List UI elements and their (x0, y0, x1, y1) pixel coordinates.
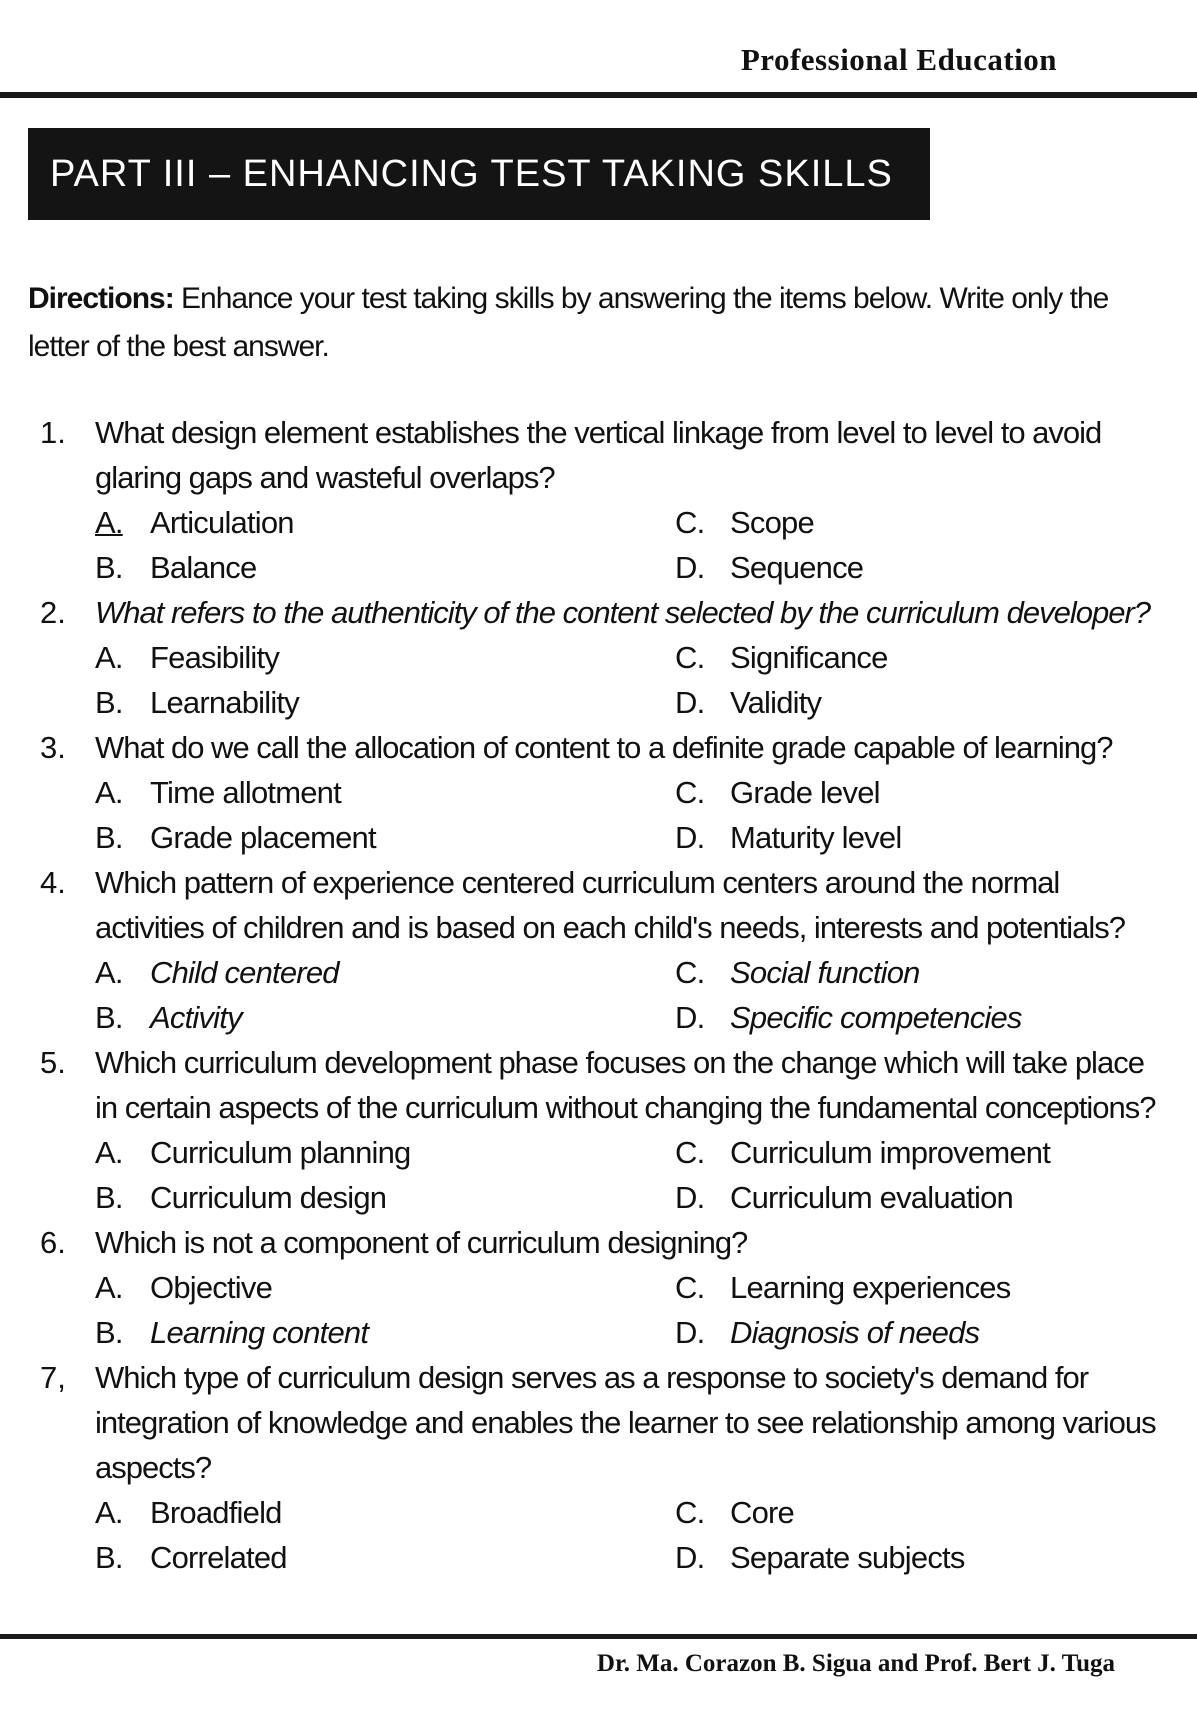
question-number: 1. (40, 415, 66, 450)
option-letter: D. (675, 820, 705, 855)
question-number: 6. (40, 1225, 66, 1260)
option-c[interactable] (675, 1130, 1160, 1175)
question-number: 2. (40, 595, 66, 630)
question-text: What refers to the authenticity of the content selected by the curriculum developer? (95, 595, 1151, 630)
footer-authors: Dr. Ma. Corazon B. Sigua and Prof. Bert J. Tuga (596, 1650, 1115, 1677)
option-b[interactable] (95, 680, 675, 725)
option-d[interactable] (675, 995, 1160, 1040)
option-a[interactable] (95, 1490, 675, 1535)
option-grid (95, 635, 1160, 725)
option-letter: A. (95, 1135, 123, 1170)
option-text: Diagnosis of needs (730, 1315, 980, 1350)
option-letter: A. (95, 775, 123, 810)
option-text: Significance (730, 640, 888, 675)
option-b[interactable] (95, 1175, 675, 1220)
option-c[interactable] (675, 950, 1160, 995)
option-letter: B. (95, 820, 123, 855)
option-letter: A. (95, 1495, 123, 1530)
footer-rule (0, 1634, 1197, 1639)
option-text: Correlated (150, 1540, 287, 1575)
question-4 (20, 860, 1160, 1040)
option-letter: C. (675, 1270, 705, 1305)
question-text: What do we call the allocation of content to a definite grade capable of learning? (95, 730, 1113, 765)
option-letter: C. (675, 955, 705, 990)
option-letter: B. (95, 1540, 123, 1575)
option-grid (95, 950, 1160, 1040)
question-text: Which curriculum development phase focuses on the change which will take place in certain aspects of the curriculum without changing the fundamental conceptions? (95, 1045, 1156, 1125)
option-text: Learning experiences (730, 1270, 1011, 1305)
option-text: Specific competencies (730, 1000, 1022, 1035)
option-text: Time allotment (150, 775, 341, 810)
option-letter: D. (675, 685, 705, 720)
question-text: What design element establishes the vertical linkage from level to level to avoid glaring gaps and wasteful overlaps? (95, 415, 1102, 495)
option-text: Validity (730, 685, 822, 720)
question-list (20, 410, 1160, 1580)
question-6 (20, 1220, 1160, 1355)
directions (28, 275, 1158, 371)
option-grid (95, 500, 1160, 590)
question-number: 7, (40, 1360, 66, 1395)
option-d[interactable] (675, 545, 1160, 590)
option-letter: D. (675, 550, 705, 585)
part-title: PART III – ENHANCING TEST TAKING SKILLS (50, 152, 893, 195)
option-d[interactable] (675, 815, 1160, 860)
question-text: Which pattern of experience centered curriculum centers around the normal activities of children and is based on each child's needs, interests and potentials? (95, 865, 1125, 945)
option-letter: D. (675, 1540, 705, 1575)
option-text: Feasibility (150, 640, 280, 675)
option-text: Child centered (150, 955, 339, 990)
question-number: 3. (40, 730, 66, 765)
option-text: Grade placement (150, 820, 376, 855)
option-text: Balance (150, 550, 257, 585)
option-text: Scope (730, 505, 814, 540)
option-letter: B. (95, 685, 123, 720)
option-letter: B. (95, 1180, 123, 1215)
question-text: Which type of curriculum design serves as a response to society's demand for integration of knowledge and enables the learner to see relationship among various aspects? (95, 1360, 1156, 1485)
option-grid (95, 1130, 1160, 1220)
question-1 (20, 410, 1160, 590)
option-c[interactable] (675, 635, 1160, 680)
option-a[interactable] (95, 500, 675, 545)
option-letter: C. (675, 1495, 705, 1530)
option-b[interactable] (95, 815, 675, 860)
option-text: Maturity level (730, 820, 902, 855)
option-b[interactable] (95, 1535, 675, 1580)
option-letter: B. (95, 550, 123, 585)
question-5 (20, 1040, 1160, 1220)
option-text: Objective (150, 1270, 273, 1305)
option-text: Grade level (730, 775, 880, 810)
option-text: Sequence (730, 550, 864, 585)
option-letter: C. (675, 640, 705, 675)
option-text: Activity (150, 1000, 242, 1035)
header-rule (0, 92, 1197, 98)
option-c[interactable] (675, 1265, 1160, 1310)
option-text: Learnability (150, 685, 299, 720)
option-a[interactable] (95, 770, 675, 815)
option-text: Learning content (150, 1315, 369, 1350)
option-text: Curriculum planning (150, 1135, 411, 1170)
option-letter: D. (675, 1315, 705, 1350)
option-b[interactable] (95, 995, 675, 1040)
option-letter: C. (675, 505, 705, 540)
option-letter: A. (95, 955, 123, 990)
option-a[interactable] (95, 1130, 675, 1175)
option-d[interactable] (675, 1310, 1160, 1355)
option-letter: D. (675, 1000, 705, 1035)
option-c[interactable] (675, 1490, 1160, 1535)
option-b[interactable] (95, 1310, 675, 1355)
question-2 (20, 590, 1160, 725)
question-text: Which is not a component of curriculum designing? (95, 1225, 748, 1260)
option-a[interactable] (95, 635, 675, 680)
option-grid (95, 1490, 1160, 1580)
option-text: Articulation (150, 505, 294, 540)
option-letter: A. (95, 1270, 123, 1305)
option-letter: A. (95, 640, 123, 675)
option-text: Separate subjects (730, 1540, 965, 1575)
option-text: Social function (730, 955, 920, 990)
question-3 (20, 725, 1160, 860)
option-letter: A. (95, 505, 123, 540)
option-text: Broadfield (150, 1495, 282, 1530)
option-a[interactable] (95, 950, 675, 995)
option-text: Core (730, 1495, 794, 1530)
directions-text: Enhance your test taking skills by answering the items below. Write only the letter of the best answer. (28, 282, 1109, 363)
option-grid (95, 1265, 1160, 1355)
option-text: Curriculum improvement (730, 1135, 1051, 1170)
question-number: 5. (40, 1045, 66, 1080)
option-c[interactable] (675, 500, 1160, 545)
option-letter: C. (675, 1135, 705, 1170)
option-letter: B. (95, 1000, 123, 1035)
option-letter: B. (95, 1315, 123, 1350)
question-7 (20, 1355, 1160, 1580)
part-title-banner (28, 128, 930, 220)
option-b[interactable] (95, 545, 675, 590)
running-header: Professional Education (740, 42, 1057, 77)
option-d[interactable] (675, 680, 1160, 725)
question-number: 4. (40, 865, 66, 900)
option-c[interactable] (675, 770, 1160, 815)
directions-label: Directions: (28, 282, 174, 315)
option-text: Curriculum design (150, 1180, 387, 1215)
option-a[interactable] (95, 1265, 675, 1310)
option-grid (95, 770, 1160, 860)
option-d[interactable] (675, 1535, 1160, 1580)
option-letter: D. (675, 1180, 705, 1215)
option-d[interactable] (675, 1175, 1160, 1220)
option-text: Curriculum evaluation (730, 1180, 1013, 1215)
option-letter: C. (675, 775, 705, 810)
